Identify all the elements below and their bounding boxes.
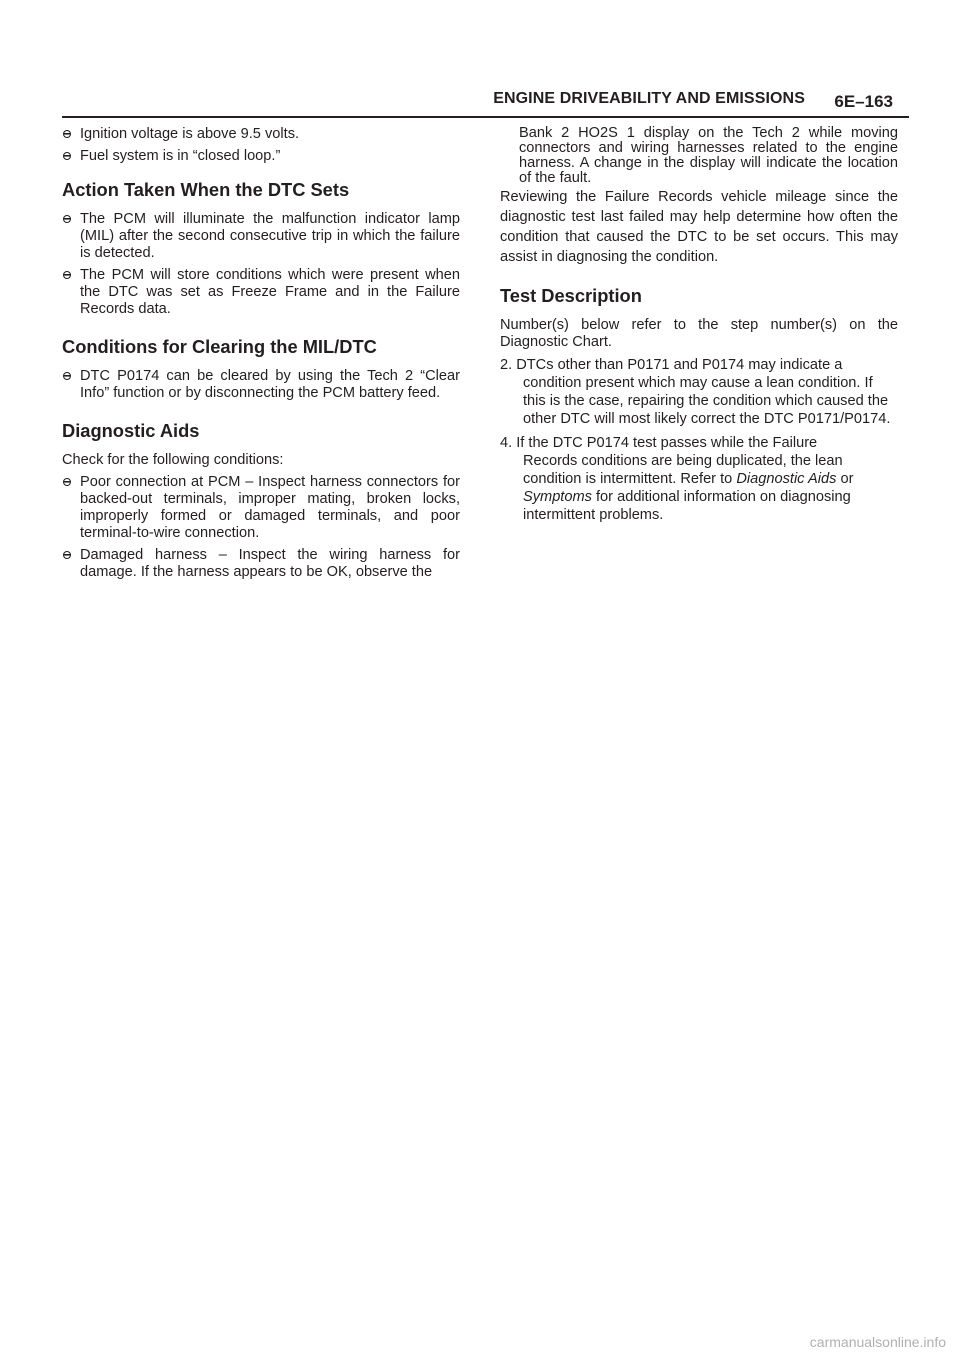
right-column [500,126,898,530]
paragraph: Check for the following conditions: [62,452,284,468]
list-item: Poor connection at PCM – Inspect harness connectors for backed-out terminals, improper mating, broken locks, improperly formed or damaged terminals, and poor terminal-to-wire connection. [62,474,460,542]
section-heading-action: Action Taken When the DTC Sets [62,179,350,200]
list-item: DTC P0174 can be cleared by using the Tech 2 “Clear Info” function or by disconnecting the PCM battery feed. [62,368,460,402]
section-heading-clearing: Conditions for Clearing the MIL/DTC [62,336,377,357]
section-heading-test: Test Description [500,285,642,306]
paragraph: Number(s) below refer to the step number(s) on the Diagnostic Chart. [500,317,898,350]
step-text: Records conditions are being duplicated, the lean condition is intermittent. Refer to [523,453,843,487]
step-continuation [500,452,898,524]
step-text: for additional information on diagnosing intermittent problems. [523,489,851,523]
paragraph-continuation: Bank 2 HO2S 1 display on the Tech 2 while moving connectors and wiring harnesses related to the engine harness. A change in the display will indicate the location of the fault. [519,125,898,186]
step-continuation: condition present which may cause a lean condition. If this is the case, repairing the condition which caused the other DTC will most likely correct the DTC P0171/P0174. [523,375,891,427]
paragraph: Reviewing the Failure Records vehicle mileage since the diagnostic test last failed may help determine how often the condition that caused the DTC to be set occurs. This may assist in diagnosing the condition. [500,189,898,265]
list-item: Fuel system is in “closed loop.” [62,148,460,165]
numbered-step-2 [500,356,898,428]
step-first-line: 4. If the DTC P0174 test passes while the Failure [500,435,818,451]
page-number: 6E–163 [834,92,893,111]
list-item: Damaged harness – Inspect the wiring harness for damage. If the harness appears to be OK, observe the [62,547,460,581]
reference-diagnostic-aids: Diagnostic Aids [736,471,837,487]
page-header [62,86,909,118]
reference-symptoms: Symptoms [523,489,592,505]
list-item: The PCM will illuminate the malfunction indicator lamp (MIL) after the second consecutive trip in which the failure is detected. [62,211,460,262]
section-heading-aids: Diagnostic Aids [62,420,200,441]
list-item: Ignition voltage is above 9.5 volts. [62,126,460,143]
section-title: ENGINE DRIVEABILITY AND EMISSIONS [493,90,805,107]
step-first-line: 2. DTCs other than P0171 and P0174 may indicate a [500,357,843,373]
numbered-step-4 [500,434,898,524]
left-column [62,126,460,586]
step-text: or [840,471,854,487]
watermark: carmanualsonline.info [809,1334,946,1350]
list-item: The PCM will store conditions which were present when the DTC was set as Freeze Frame and in the Failure Records data. [62,267,460,318]
